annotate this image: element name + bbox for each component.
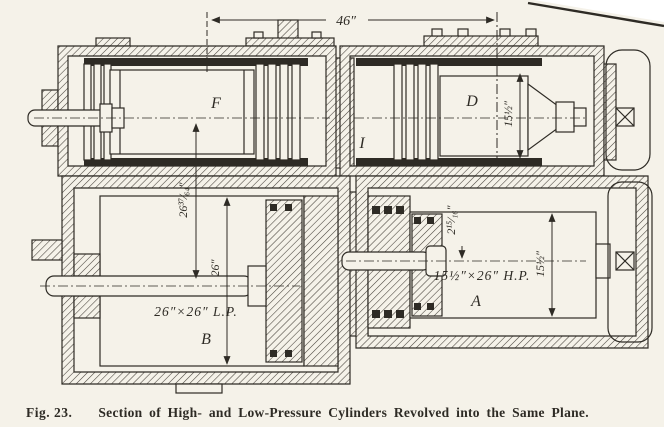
cover-bolt [616, 252, 634, 270]
cylinder-foot [176, 384, 222, 393]
label-hp-bore: 15½″×26″ H.P. [433, 268, 531, 283]
label-intermediate: I [359, 135, 365, 152]
dim-lp-center-height: 26³⁷⁄₆₄″ [176, 182, 190, 218]
figure-caption-text: Section of High- and Low-Pressure Cylinders Revolved into the Same Plane. [98, 405, 589, 420]
cover-bolt [616, 108, 634, 126]
flange-joint [424, 36, 538, 46]
label-lp-bore: 26″×26″ L.P. [154, 304, 238, 319]
dim-rod-diameter: 2¹⁵⁄₁₆″ [444, 205, 458, 235]
valve-nut [556, 102, 574, 132]
steam-port-band [356, 158, 542, 166]
label-lp-cylinder: B [201, 331, 211, 348]
dim-valve-chest-bore: 15½″ [501, 101, 515, 127]
flange-plate [246, 38, 334, 46]
rod-gland [74, 296, 100, 318]
figure-caption [0, 405, 664, 421]
dim-hp-bore-dia: 15½″ [533, 251, 547, 277]
label-lp-valve: F [211, 95, 221, 112]
steam-port-band [356, 58, 542, 66]
rod-gland [74, 254, 100, 276]
cylinder-right-wall [304, 196, 338, 366]
lp-piston [266, 200, 302, 362]
label-hp-cylinder: A [471, 293, 481, 310]
figure-number: Fig. 23. [26, 405, 73, 420]
label-hp-valve: D [466, 93, 478, 110]
dim-lp-stroke: 26″ [208, 259, 222, 277]
valve-spool [110, 70, 254, 154]
side-bracket [32, 240, 62, 260]
dim-overall-width: 46″ [336, 14, 356, 29]
